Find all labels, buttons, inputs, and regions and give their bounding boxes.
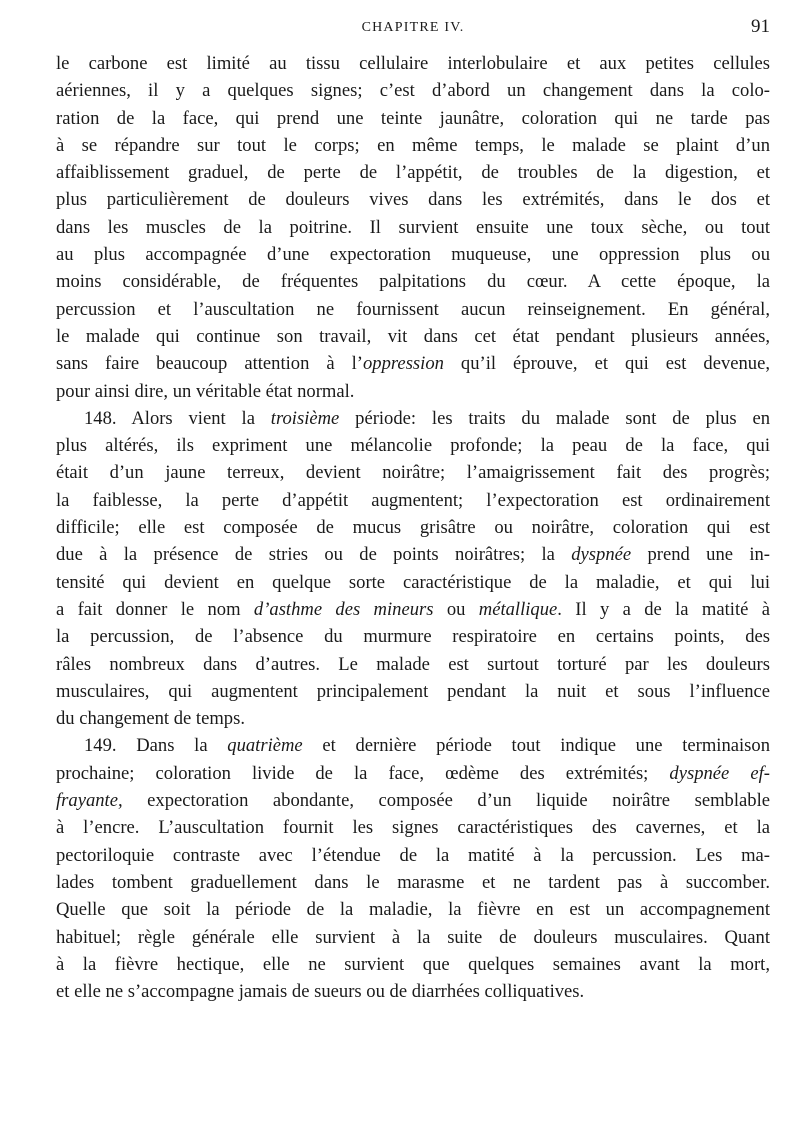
text-segment: difficile; elle est composée de mucus grisâtre ou noirâtre, coloration qui est: [56, 517, 770, 539]
text-line: [56, 651, 770, 678]
text-segment: pectoriloquie contraste avec l’étendue de la matité à la percussion. Les ma-: [56, 844, 770, 866]
text-line: [56, 514, 770, 541]
text-line: [56, 105, 770, 132]
chapter-title: CHAPITRE IV.: [361, 20, 465, 35]
text-line: [56, 459, 770, 486]
text-line: [56, 186, 770, 213]
text-segment: a fait donner le nom: [56, 598, 254, 620]
text-line: [56, 432, 770, 459]
text-line: [56, 487, 770, 514]
text-line: [56, 596, 770, 623]
text-line: [56, 705, 770, 732]
text-line: [56, 623, 770, 650]
text-line: [56, 541, 770, 568]
text-line: [56, 760, 770, 787]
text-segment: la faiblesse, la perte d’appétit augmentent; l’expectoration est ordinairement: [56, 489, 770, 511]
text-line: [56, 159, 770, 186]
text-segment: du changement de temps.: [56, 708, 245, 730]
text-segment: râles nombreux dans d’autres. Le malade est surtout torturé par les douleurs: [56, 653, 770, 675]
italic-term: troisième: [270, 407, 340, 429]
text-line: [56, 350, 770, 377]
text-segment: 148. Alors vient la: [84, 407, 271, 429]
italic-term: oppression: [363, 353, 444, 375]
text-segment: était d’un jaune terreux, devient noirâtre; l’amaigrissement fait des progrès;: [56, 462, 770, 484]
text-line: [56, 951, 770, 978]
text-segment: . Il y a de la matité à: [557, 598, 770, 620]
text-segment: plus altérés, ils expriment une mélancolie profonde; la peau de la face, qui: [56, 435, 770, 457]
italic-term: dyspnée ef-: [669, 762, 770, 784]
text-segment: et dernière période tout indique une terminaison: [302, 735, 770, 757]
text-line: [56, 978, 770, 1005]
text-segment: lades tombent graduellement dans le marasme et ne tardent pas à succomber.: [56, 871, 770, 893]
text-line: [56, 323, 770, 350]
text-segment: Quelle que soit la période de la maladie, la fièvre en est un accompagnement: [56, 899, 770, 921]
text-line: [56, 896, 770, 923]
text-segment: à l’encre. L’auscultation fournit les signes caractéristiques des cavernes, et la: [56, 817, 770, 839]
text-line: [56, 214, 770, 241]
text-segment: sans faire beaucoup attention à l’: [56, 353, 363, 375]
text-line: [56, 296, 770, 323]
text-line: [56, 678, 770, 705]
body-text: [56, 50, 770, 1005]
text-segment: tensité qui devient en quelque sorte caractéristique de la maladie, et qui lui: [56, 571, 770, 593]
text-line: [56, 569, 770, 596]
text-segment: percussion et l’auscultation ne fournissent aucun reinseignement. En général,: [56, 298, 770, 320]
text-segment: prend une in-: [631, 544, 770, 566]
text-line: [56, 50, 770, 77]
text-segment: le carbone est limité au tissu cellulaire interlobulaire et aux petites cellules: [56, 53, 770, 74]
italic-term: métallique: [478, 598, 558, 620]
text-segment: la percussion, de l’absence du murmure respiratoire en certains points, des: [56, 626, 770, 648]
running-head: [56, 16, 770, 40]
book-page: [56, 0, 770, 1135]
text-line: [56, 378, 770, 405]
text-segment: ration de la face, qui prend une teinte jaunâtre, coloration qui ne tarde pas: [56, 107, 770, 129]
text-segment: musculaires, qui augmentent principalement pendant la nuit et sous l’influence: [56, 680, 770, 702]
page-number: 91: [751, 16, 770, 37]
text-line: [56, 77, 770, 104]
text-line: [56, 241, 770, 268]
text-line: [56, 268, 770, 295]
text-line: [56, 924, 770, 951]
text-segment: qu’il éprouve, et qui est devenue,: [443, 353, 770, 375]
text-segment: pour ainsi dire, un véritable état normal.: [56, 380, 355, 402]
text-segment: et elle ne s’accompagne jamais de sueurs ou de diarrhées colliquatives.: [56, 981, 585, 1003]
text-line: [56, 869, 770, 896]
italic-term: dyspnée: [571, 544, 632, 566]
text-segment: ou: [433, 598, 479, 620]
italic-term: d’asthme des mineurs: [253, 598, 434, 620]
text-line: [56, 787, 770, 814]
text-segment: à se répandre sur tout le corps; en même temps, le malade se plaint d’un: [56, 134, 770, 156]
text-line: [56, 405, 770, 432]
text-line: [56, 732, 770, 759]
text-segment: période: les traits du malade sont de plus en: [339, 407, 770, 429]
text-segment: plus particulièrement de douleurs vives dans les extrémités, dans le dos et: [56, 189, 770, 211]
text-segment: le malade qui continue son travail, vit dans cet état pendant plusieurs années,: [56, 325, 770, 347]
text-line: [56, 814, 770, 841]
text-segment: dans les muscles de la poitrine. Il survient ensuite une toux sèche, ou tout: [56, 216, 770, 238]
text-segment: aériennes, il y a quelques signes; c’est d’abord un changement dans la colo-: [56, 80, 770, 102]
text-segment: moins considérable, de fréquentes palpitations du cœur. A cette époque, la: [56, 271, 770, 293]
text-segment: prochaine; coloration livide de la face, œdème des extrémités;: [56, 762, 670, 784]
text-segment: affaiblissement graduel, de perte de l’appétit, de troubles de la digestion, et: [56, 162, 770, 184]
text-line: [56, 842, 770, 869]
text-segment: habituel; règle générale elle survient à la suite de douleurs musculaires. Quant: [56, 926, 770, 948]
text-segment: expectoration abondante, composée d’un liquide noirâtre semblable: [122, 790, 770, 812]
text-line: [56, 132, 770, 159]
italic-term: frayante,: [56, 790, 123, 812]
text-segment: au plus accompagnée d’une expectoration muqueuse, une oppression plus ou: [56, 244, 770, 266]
italic-term: quatrième: [227, 735, 303, 757]
text-segment: 149. Dans la: [84, 735, 228, 757]
text-segment: due à la présence de stries ou de points noirâtres; la: [56, 544, 572, 566]
text-segment: à la fièvre hectique, elle ne survient que quelques semaines avant la mort,: [56, 953, 770, 975]
